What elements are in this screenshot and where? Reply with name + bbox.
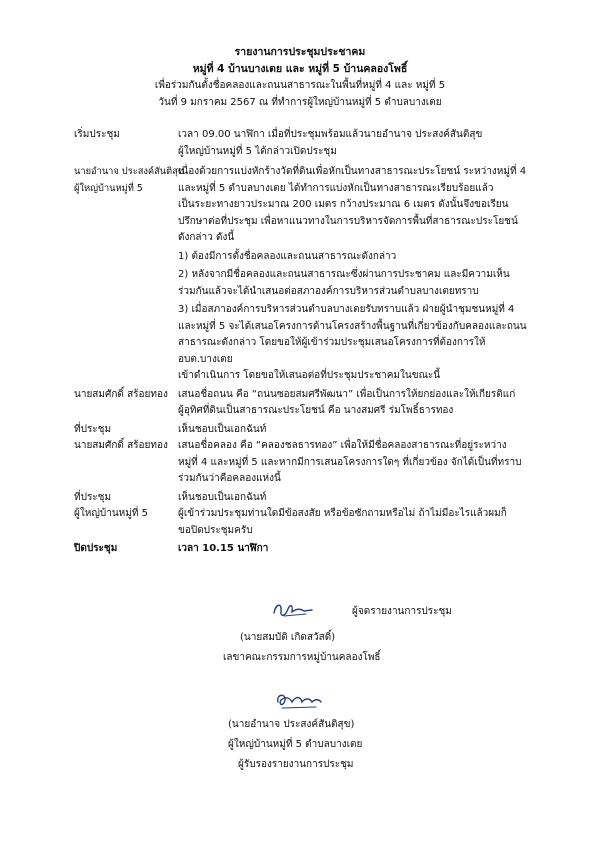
text-line: ผู้ใหญ่บ้านหมู่ที่ 5 ได้กล่าวเปิดประชุม: [178, 145, 337, 157]
text-line: เห็นชอบเป็นเอกฉันท์: [178, 423, 267, 435]
speaker-label: นายสมศักดิ์ สร้อยทอง: [74, 388, 168, 400]
doc-date-venue: วันที่ 9 มกราคม 2567 ณ ที่ทำการผู้ใหญ่บ้านหมู่ที่ 5 ตำบลบางเตย: [158, 97, 442, 108]
row-text: [178, 387, 534, 420]
row-text: [178, 490, 534, 507]
row-text: [178, 164, 534, 385]
minutes-row: [74, 438, 534, 488]
text-line: 3) เมื่อสภาองค์การบริหารส่วนตำบลบางเตยรับทราบแล้ว ฝ่ายผู้นำชุมชนหมู่ที่ 4: [178, 304, 515, 315]
text-line: เข้าดำเนินการ โดยขอให้เสนอต่อที่ประชุมประชาคมในขณะนี้: [178, 370, 441, 381]
reporter-title: เลขาคณะกรรมการหมู่บ้านคลองโพธิ์: [223, 652, 381, 663]
certifier-role: ผู้รับรองรายงานการประชุม: [238, 759, 354, 770]
text-line: เสนอชื่อถนน คือ “ถนนซอยสมศรีพัฒนา” เพื่อเป็นการให้ยกย่องและให้เกียรติแก่: [178, 388, 516, 400]
text-line: ร่วมกันแล้วจะได้นำเสนอต่อสภาองค์การบริหารส่วนตำบลบางเตยทราบ: [178, 285, 479, 297]
speaker-label: ที่ประชุม: [74, 423, 112, 435]
speaker-position: ผู้ใหญ่บ้านหมู่ที่ 5: [74, 182, 143, 194]
text-line: 2) หลังจากมีชื่อคลองและถนนสาธารณะซึ่งผ่านการประชาคม และมีความเห็น: [178, 269, 510, 280]
certifier-signature-mark: [272, 690, 326, 714]
doc-title: รายงานการประชุมประชาคม: [234, 46, 366, 58]
reporter-signature-mark: [270, 599, 316, 621]
reporter-role: ผู้จดรายงานการประชุม: [352, 606, 452, 617]
speaker-label: เริ่มประชุม: [74, 129, 120, 140]
certifier-name: (นายอำนาจ ประสงค์สันติสุข): [228, 719, 355, 730]
certifier-title: ผู้ใหญ่บ้านหมู่ที่ 5 ตำบลบางเตย: [228, 739, 363, 750]
text-line: เห็นชอบเป็นเอกฉันท์: [178, 491, 267, 503]
minutes-row: [74, 490, 534, 507]
row-text: [178, 438, 534, 488]
text-line: ขอปิดประชุมครับ: [178, 524, 253, 536]
text-line: 1) ต้องมีการตั้งชื่อคลองและถนนสาธารณะดังกล่าว: [178, 250, 397, 262]
text-line: และหมู่ที่ 5 ตำบลบางเตย ได้ทำการแบ่งหักเป็นทางสาธารณะเรียบร้อยแล้ว: [178, 182, 494, 194]
doc-purpose: เพื่อร่วมกันตั้งชื่อคลองและถนนสาธารณะในพื้นที่หมู่ที่ 4 และ หมู่ที่ 5: [154, 80, 446, 91]
minutes-row: [74, 506, 534, 539]
text-line: ปรึกษาต่อที่ประชุม เพื่อหาแนวทางในการบริหารจัดการพื้นที่สาธารณะประโยชน์: [178, 215, 518, 227]
closing-row: [74, 541, 534, 558]
text-line: เป็นระยะทางยาวประมาณ 200 เมตร กว้างประมาณ 6 เมตร ดังนั้นจึงขอเรียน: [178, 199, 509, 210]
minutes-row: [74, 387, 534, 420]
text-line: ผู้เข้าร่วมประชุมท่านใดมีข้อสงสัย หรือข้อซักถามหรือไม่ ถ้าไม่มีอะไรแล้วผมก็: [178, 508, 507, 519]
doc-title-villages: หมู่ที่ 4 บ้านบางเตย และ หมู่ที่ 5 บ้านคลองโพธิ์: [192, 63, 408, 75]
row-text: [178, 127, 534, 160]
minutes-row: [74, 127, 534, 160]
text-line: เวลา 09.00 นาฬิกา เมื่อที่ประชุมพร้อมแล้วนายอำนาจ ประสงค์สันติสุข: [178, 129, 483, 140]
minutes-row: [74, 164, 534, 385]
text-line: ดังกล่าว ดังนี้: [178, 232, 235, 243]
text-line: ร่วมกันว่าคือคลองแห่งนี้: [178, 473, 281, 484]
minutes-row: [74, 422, 534, 439]
speaker-label: ผู้ใหญ่บ้านหมู่ที่ 5: [74, 508, 148, 519]
closing-time: เวลา 10.15 นาฬิกา: [178, 543, 269, 554]
speaker-label: [74, 164, 185, 385]
text-line: หมู่ที่ 4 และหมู่ที่ 5 และหากมีการเสนอโครงการใดๆ ที่เกี่ยวข้อง จักได้เป็นที่ทราบ: [178, 456, 522, 468]
row-text: [178, 506, 534, 539]
text-line: สาธารณะดังกล่าว โดยขอให้ผู้เข้าร่วมประชุมเสนอโครงการที่ต้องการให้ อบต.บางเตย: [178, 337, 486, 365]
speaker-label: นายสมศักดิ์ สร้อยทอง: [74, 440, 168, 451]
speaker-name: นายอำนาจ ประสงค์สันติสุข: [74, 166, 185, 177]
row-text: [178, 422, 534, 439]
minutes-body: [74, 127, 534, 558]
reporter-name: (นายสมบัติ เกิดสวัสดิ์): [240, 632, 336, 643]
text-line: ผู้อุทิศที่ดินเป็นสาธารณะประโยชน์ คือ นางสมศรี ร่มโพธิ์ธารทอง: [178, 405, 454, 416]
text-line: และหมู่ที่ 5 จะได้เสนอโครงการด้านโครงสร้างพื้นฐานที่เกี่ยวข้องกับคลองและถนน: [178, 320, 527, 332]
speaker-label: ที่ประชุม: [74, 491, 112, 503]
text-line: เนื่องด้วยการแบ่งหักร้างวัดที่ดินเพื่อหักเป็นทางสาธารณะประโยชน์ ระหว่างหมู่ที่ 4: [178, 166, 527, 177]
text-line: เสนอชื่อคลอง คือ “คลองชลธารทอง” เพื่อให้มีชื่อคลองสาธารณะที่อยู่ระหว่าง: [178, 440, 507, 451]
closing-label: ปิดประชุม: [74, 543, 118, 554]
